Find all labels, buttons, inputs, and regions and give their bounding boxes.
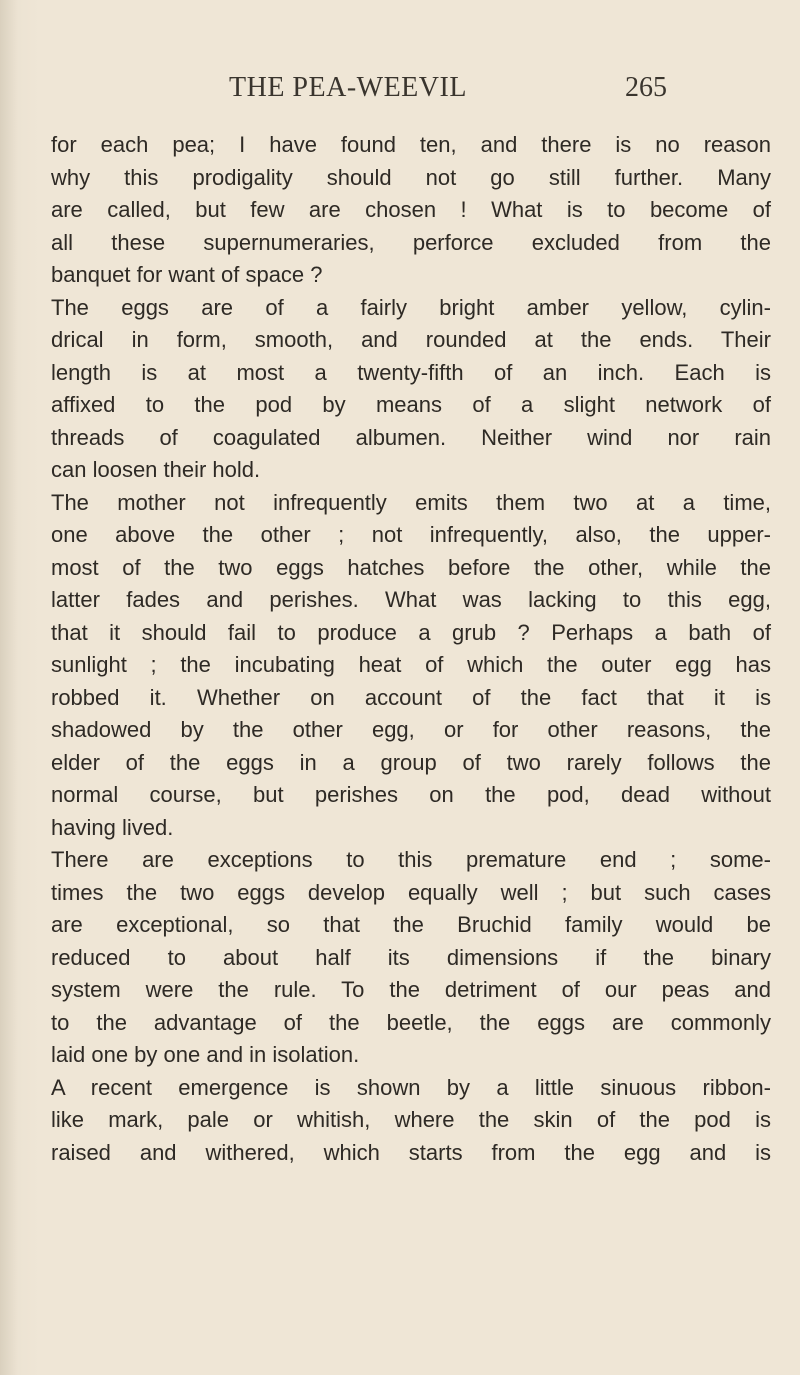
page-number: 265: [625, 72, 667, 103]
text-line: drical in form, smooth, and rounded at the ends. Their: [51, 327, 771, 352]
text-line: raised and withered, which starts from the egg and is: [51, 1139, 771, 1165]
text-line: sunlight ; the incubating heat of which the outer egg has: [51, 652, 771, 677]
text-line: for each pea; I have found ten, and there is no reason: [51, 132, 771, 157]
text-line: why this prodigality should not go still further. Many: [51, 164, 771, 190]
text-line: shadowed by the other egg, or for other reasons, the: [51, 717, 771, 742]
text-line: having lived.: [51, 814, 174, 840]
text-line: robbed it. Whether on account of the fact that it is: [51, 684, 771, 710]
text-line: most of the two eggs hatches before the other, while the: [51, 554, 771, 580]
text-line: reduced to about half its dimensions if the binary: [51, 944, 771, 970]
text-line: one above the other ; not infrequently, also, the upper-: [51, 522, 771, 547]
text-line: like mark, pale or whitish, where the skin of the pod is: [51, 1107, 771, 1132]
body-text: [51, 129, 771, 1169]
text-line: banquet for want of space ?: [51, 262, 323, 287]
text-line: The mother not infrequently emits them two at a time,: [51, 489, 771, 515]
text-line: A recent emergence is shown by a little sinuous ribbon-: [51, 1074, 771, 1100]
text-line: normal course, but perishes on the pod, dead without: [51, 782, 771, 807]
text-line: are called, but few are chosen ! What is to become of: [51, 197, 771, 222]
text-line: The eggs are of a fairly bright amber yellow, cylin-: [51, 294, 771, 320]
text-line: are exceptional, so that the Bruchid family would be: [51, 912, 771, 937]
text-line: can loosen their hold.: [51, 457, 261, 482]
text-line: system were the rule. To the detriment of our peas and: [51, 977, 771, 1002]
running-head: THE PEA-WEEVIL: [229, 72, 467, 103]
text-line: to the advantage of the beetle, the eggs are commonly: [51, 1009, 771, 1035]
text-line: all these supernumeraries, perforce excluded from the: [51, 229, 771, 255]
page-header: [0, 68, 800, 108]
text-line: times the two eggs develop equally well ; but such cases: [51, 879, 771, 905]
text-line: latter fades and perishes. What was lacking to this egg,: [51, 587, 771, 612]
text-line: threads of coagulated albumen. Neither wind nor rain: [51, 424, 771, 450]
text-line: elder of the eggs in a group of two rarely follows the: [51, 749, 771, 775]
text-line: length is at most a twenty-fifth of an inch. Each is: [51, 359, 771, 385]
text-line: There are exceptions to this premature end ; some-: [51, 847, 771, 872]
text-line: that it should fail to produce a grub ? Perhaps a bath of: [51, 619, 771, 645]
text-line: laid one by one and in isolation.: [51, 1042, 360, 1067]
text-line: affixed to the pod by means of a slight network of: [51, 392, 771, 417]
